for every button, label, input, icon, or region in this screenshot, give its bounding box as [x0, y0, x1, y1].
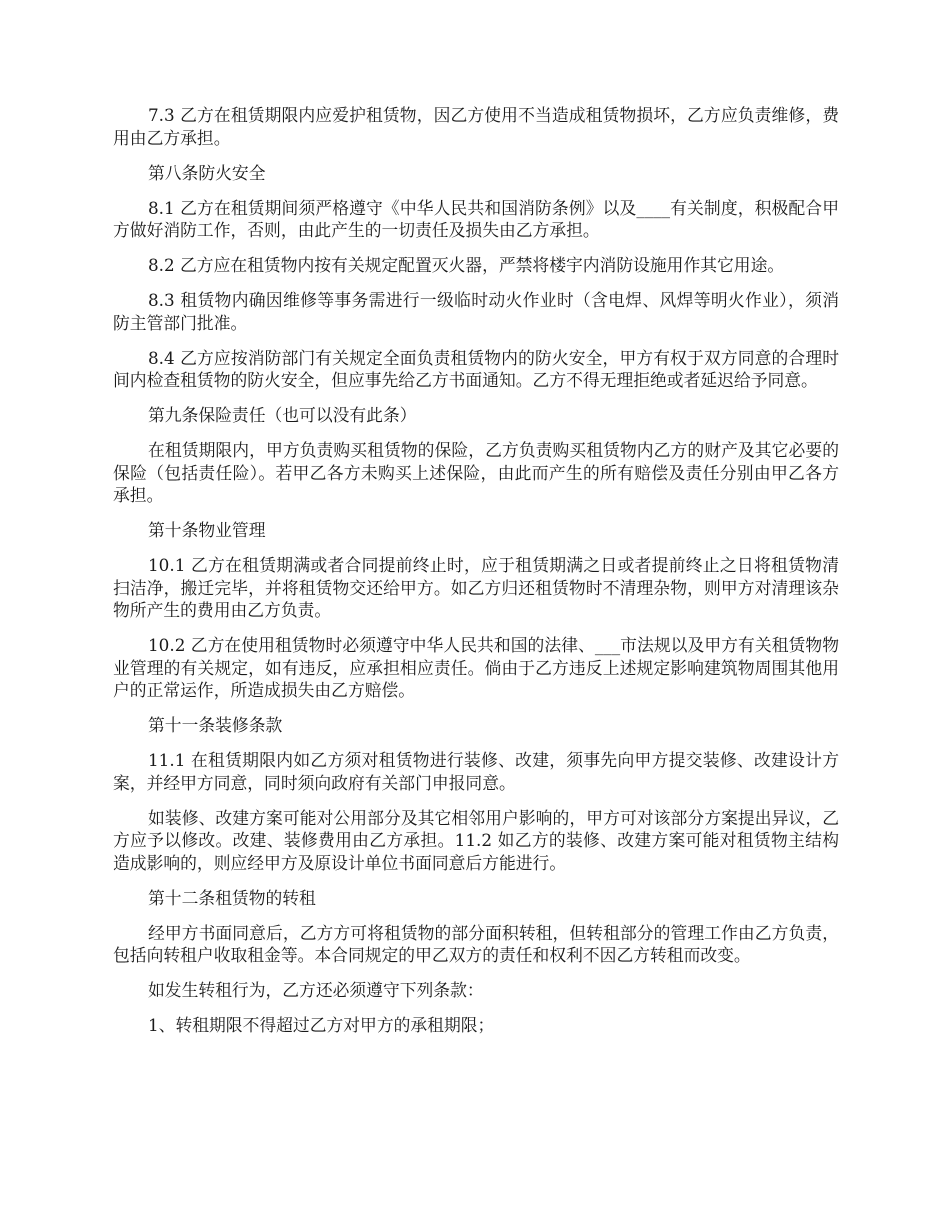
clause-insurance: 在租赁期限内，甲方负责购买租赁物的保险，乙方负责购买租赁物内乙方的财产及其它必要的保险（包括责任险）。若甲乙各方未购买上述保险，由此而产生的所有赔偿及责任分别由甲乙各方承担。 — [113, 440, 839, 505]
clause-11-2: 如装修、改建方案可能对公用部分及其它相邻用户影响的，甲方可对该部分方案提出异议，乙方应予以修改。改建、装修费用由乙方承担。11.2 如乙方的装修、改建方案可能对租赁物主结构造成影响的，则应经甲方及原设计单位书面同意后方能进行。 — [113, 807, 839, 873]
clause-11-1: 11.1 在租赁期限内如乙方须对租赁物进行装修、改建，须事先向甲方提交装修、改建设计方案，并经甲方同意，同时须向政府有关部门申报同意。 — [113, 750, 839, 793]
clause-8-4: 8.4 乙方应按消防部门有关规定全面负责租赁物内的防火安全，甲方有权于双方同意的合理时间内检查租赁物的防火安全，但应事先给乙方书面通知。乙方不得无理拒绝或者延迟给予同意。 — [113, 347, 839, 390]
section-heading-renovation: 第十一条装修条款 — [148, 715, 283, 735]
clause-sublease: 经甲方书面同意后，乙方方可将租赁物的部分面积转租，但转租部分的管理工作由乙方负责，包括向转租户收取租金等。本合同规定的甲乙双方的责任和权利不因乙方转租而改变。 — [113, 922, 839, 965]
clause-8-2: 8.2 乙方应在租赁物内按有关规定配置灭火器，严禁将楼宇内消防设施用作其它用途。 — [148, 255, 785, 275]
clause-8-3: 8.3 租赁物内确因维修等事务需进行一级临时动火作业时（含电焊、风焊等明火作业），须消防主管部门批准。 — [113, 290, 839, 333]
clause-sublease-intro: 如发生转租行为，乙方还必须遵守下列条款： — [148, 980, 484, 1000]
section-heading-fire-safety: 第八条防火安全 — [148, 162, 266, 183]
section-heading-sublease: 第十二条租赁物的转租 — [148, 887, 316, 908]
document-page — [113, 104, 839, 1049]
clause-8-1: 8.1 乙方在租赁期间须严格遵守《中华人民共和国消防条例》以及____有关制度，积极配合甲方做好消防工作，否则，由此产生的一切责任及损失由乙方承担。 — [113, 197, 839, 240]
clause-10-1: 10.1 乙方在租赁期满或者合同提前终止时，应于租赁期满之日或者提前终止之日将租赁物清扫洁净，搬迁完毕，并将租赁物交还给甲方。如乙方归还租赁物时不清理杂物，则甲方对清理该杂物所产生的费用由乙方负责。 — [113, 555, 839, 620]
clause-10-2: 10.2 乙方在使用租赁物时必须遵守中华人民共和国的法律、___市法规以及甲方有关租赁物物业管理的有关规定，如有违反，应承担相应责任。倘由于乙方违反上述规定影响建筑物周围其他用户的正常运作，所造成损失由乙方赔偿。 — [113, 635, 839, 700]
section-heading-insurance: 第九条保险责任（也可以没有此条） — [148, 405, 417, 425]
clause-7-3: 7.3 乙方在租赁期限内应爱护租赁物，因乙方使用不当造成租赁物损坏，乙方应负责维修，费用由乙方承担。 — [113, 105, 839, 148]
section-heading-property-management: 第十条物业管理 — [148, 520, 266, 540]
clause-sublease-item-1: 1、转租期限不得超过乙方对甲方的承租期限； — [148, 1015, 495, 1035]
